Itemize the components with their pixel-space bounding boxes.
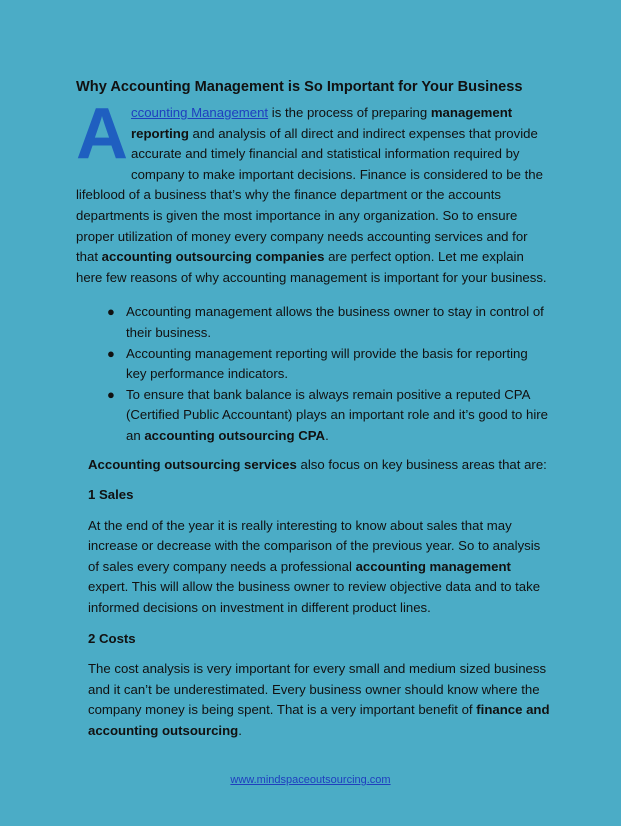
list-item-tail: . — [325, 427, 329, 443]
costs-bold: finance and accounting outsourcing — [88, 702, 550, 739]
list-item-text: To ensure that bank balance is always remain positive a reputed CPA (Certified Public Accountant) plays an important role and it’s good to hire an — [126, 386, 548, 443]
drop-cap-letter: A — [76, 94, 128, 174]
costs-heading-text: 2 Costs — [88, 630, 136, 646]
intro-bold-1: management reporting — [131, 105, 513, 141]
costs-text-1: The cost analysis is very important for every small and medium sized business and it can’t be underestimated. Every business owner should know where the company money is being spent. That is a very important benefit of — [88, 661, 547, 718]
business-areas-section — [76, 455, 550, 742]
bullet-icon: ● — [107, 345, 115, 361]
costs-paragraph — [88, 659, 550, 741]
sales-text-2: expert. This will allow the business owner to review objective data and to take informed decisions on investment in different product lines. — [88, 579, 541, 616]
list-item — [107, 302, 550, 343]
services-paragraph — [88, 455, 550, 476]
sales-bold: accounting management — [355, 558, 511, 574]
sales-text-1: At the end of the year it is really interesting to know about sales that may increase or decrease with the comparison of the previous year. So to analysis of sales every company needs a professional — [88, 517, 541, 574]
intro-text-3: are perfect option. Let me explain here few reasons of why accounting management is important for your business. — [76, 249, 547, 285]
page-footer — [0, 774, 621, 786]
intro-paragraph — [76, 94, 550, 288]
services-text: also focus on key business areas that are: — [296, 456, 547, 472]
reasons-list — [76, 302, 550, 446]
list-item — [107, 385, 550, 447]
website-link[interactable]: www.mindspaceoutsourcing.com — [230, 774, 391, 786]
list-item — [107, 344, 550, 385]
accounting-management-link[interactable]: ccounting Management — [131, 105, 269, 120]
bullet-icon: ● — [107, 304, 115, 320]
services-bold: Accounting outsourcing services — [88, 456, 297, 472]
sales-paragraph — [88, 516, 550, 619]
bullet-icon: ● — [107, 386, 115, 402]
document-body — [76, 77, 550, 752]
intro-bold-2: accounting outsourcing companies — [101, 249, 325, 265]
sales-heading-text: 1 Sales — [88, 487, 134, 503]
list-item-text: Accounting management reporting will provide the basis for reporting key performance indicators. — [126, 345, 528, 382]
page-margin-strip — [621, 0, 638, 826]
costs-text-2: . — [238, 723, 242, 739]
list-item-text: Accounting management allows the business owner to stay in control of their business. — [126, 304, 544, 340]
page-title: Why Accounting Management is So Important for Your Business — [76, 79, 523, 95]
intro-text-1: is the process of preparing — [268, 105, 431, 120]
list-item-bold: accounting outsourcing CPA — [144, 427, 326, 443]
costs-heading — [88, 629, 550, 650]
intro-text-2: and analysis of all direct and indirect expenses that provide accurate and timely financial and statistical information required by company to make important decisions. Finance is considered to be the lifeblood of a business that’s why the finance department or the accounts departments is given the most importance in any organization. So to ensure proper utilization of money every company needs accounting services and for that — [76, 125, 543, 265]
sales-heading — [88, 485, 550, 506]
